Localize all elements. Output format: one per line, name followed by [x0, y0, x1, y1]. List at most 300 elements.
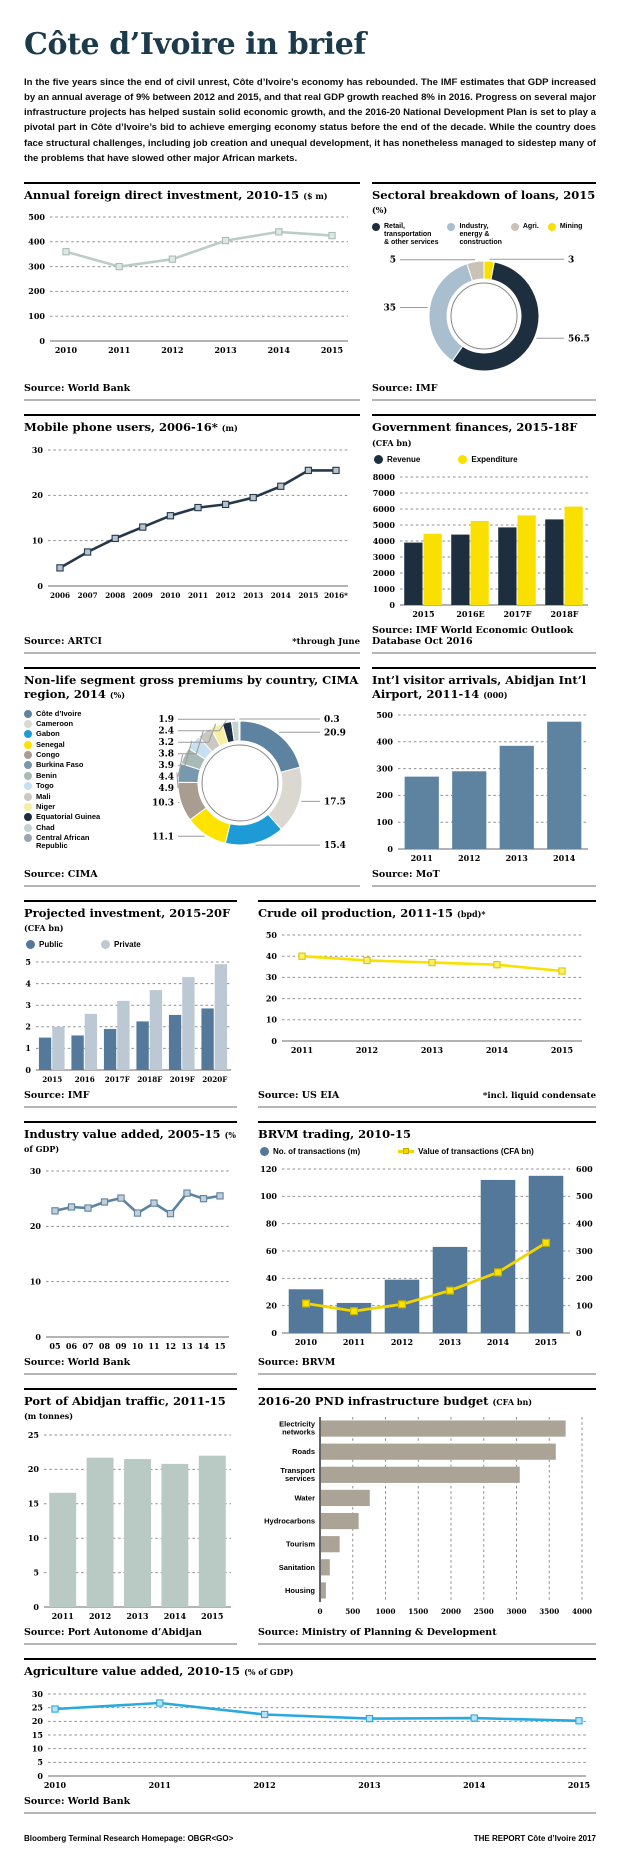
source-row	[24, 1353, 237, 1375]
svg-text:2013: 2013	[126, 1611, 149, 1622]
intro-paragraph: In the five years since the end of civil unrest, Côte d’Ivoire’s economy has rebounded. The IMF estimates that GDP increased by an annual average of 9% between 2012 and 2015, and that real GDP growth reached 8% in 2016. Progress on several major infrastructure projects has helped sustain solid economic growth, and the 2016-20 National Development Plan is set to play a pivotal part in Côte d’Ivoire’s bid to achieve emerging economy status before the end of the decade. While the country does face structural challenges, including job creation and unequal development, it has nonetheless managed to sidestep many of the problems that have slowed other major African markets.	[24, 77, 596, 164]
source-label: Source: Port Autonome d’Abidjan	[24, 1627, 203, 1639]
footnote: *incl. liquid condensate	[482, 1090, 596, 1101]
svg-text:500: 500	[576, 1190, 593, 1201]
chart-title-port	[24, 1394, 237, 1423]
chart-title-text: Mobile phone users, 2006-16*	[24, 420, 218, 435]
legend-item	[398, 1147, 534, 1157]
dot-swatch-icon	[458, 455, 467, 464]
svg-text:2009: 2009	[132, 590, 153, 600]
source-row	[24, 1792, 596, 1814]
footer-right: THE REPORT Côte d’Ivoire 2017	[473, 1833, 596, 1843]
svg-text:80: 80	[265, 1218, 277, 1229]
svg-text:0: 0	[576, 1327, 582, 1338]
chart-unit: (% of GDP)	[24, 1129, 236, 1155]
svg-text:0: 0	[37, 1770, 43, 1781]
chart-title-text: Sectoral breakdown of loans, 2015	[372, 187, 596, 202]
svg-text:2016*: 2016*	[324, 590, 348, 600]
dot-swatch-icon	[24, 730, 32, 738]
source-row	[372, 621, 596, 654]
legend-item	[260, 1147, 360, 1157]
chart-unit: (CFA bn)	[372, 437, 412, 448]
source-row	[258, 1623, 596, 1645]
svg-text:0: 0	[317, 1607, 323, 1616]
chart-unit: (%)	[109, 690, 126, 701]
svg-text:2015: 2015	[534, 1336, 558, 1347]
svg-text:2011: 2011	[342, 1336, 366, 1347]
svg-text:10: 10	[265, 1014, 277, 1025]
row-6	[24, 1388, 596, 1659]
svg-text:11.1: 11.1	[152, 831, 174, 842]
svg-text:Water: Water	[294, 1493, 315, 1503]
svg-text:10.3: 10.3	[152, 798, 174, 809]
svg-text:6000: 6000	[372, 503, 395, 514]
svg-text:2014: 2014	[163, 1611, 187, 1622]
page-footer	[24, 1834, 596, 1853]
svg-text:2016E: 2016E	[456, 608, 485, 619]
svg-text:0: 0	[33, 1602, 39, 1613]
svg-text:09: 09	[115, 1340, 127, 1351]
svg-text:2015: 2015	[550, 1044, 574, 1055]
fdi-line-chart	[24, 207, 360, 357]
svg-text:2015: 2015	[201, 1611, 224, 1622]
source-label: Source: World Bank	[24, 383, 131, 395]
svg-text:300: 300	[576, 1245, 593, 1256]
svg-text:2014: 2014	[270, 590, 291, 600]
page-title: Côte d’Ivoire in brief	[24, 27, 366, 62]
svg-text:50: 50	[265, 929, 277, 940]
svg-text:200: 200	[576, 1272, 593, 1283]
legend-item	[24, 824, 100, 832]
svg-text:20: 20	[27, 1464, 39, 1475]
svg-text:2011: 2011	[51, 1611, 74, 1622]
source-row	[24, 632, 360, 654]
legend-label: Togo	[36, 781, 54, 791]
svg-text:400: 400	[576, 1218, 593, 1229]
legend-item	[24, 761, 100, 769]
chart-title-text: Government finances, 2015-18F	[372, 420, 578, 435]
legend-item	[24, 834, 100, 850]
dot-swatch-icon	[24, 782, 32, 790]
svg-text:15: 15	[27, 1498, 39, 1509]
svg-text:30: 30	[265, 972, 277, 983]
svg-text:120: 120	[260, 1163, 277, 1174]
panel-agri	[24, 1658, 596, 1813]
svg-text:2014: 2014	[463, 1779, 486, 1790]
svg-text:08: 08	[98, 1340, 111, 1351]
dot-swatch-icon	[24, 761, 32, 769]
chart-unit: (CFA bn)	[24, 922, 64, 933]
svg-text:4: 4	[25, 978, 31, 989]
svg-text:3.8: 3.8	[158, 749, 174, 760]
svg-text:0: 0	[39, 336, 45, 347]
chart-unit: (%)	[372, 205, 388, 216]
panel-visitors	[372, 667, 596, 887]
svg-text:2015: 2015	[298, 590, 319, 600]
chart-title-invest	[24, 906, 237, 935]
svg-text:Electricitynetworks: Electricity networks	[279, 1419, 315, 1437]
svg-text:07: 07	[82, 1340, 94, 1351]
chart-unit: ($ m)	[303, 190, 328, 201]
svg-text:20: 20	[31, 489, 43, 500]
chart-title-oil	[258, 906, 596, 920]
svg-text:2015: 2015	[42, 1074, 63, 1084]
svg-text:600: 600	[576, 1163, 593, 1174]
svg-text:2012: 2012	[390, 1336, 414, 1347]
svg-text:3: 3	[25, 999, 31, 1010]
legend	[372, 223, 596, 248]
svg-text:Transportservices: Transport services	[280, 1465, 315, 1483]
source-label: Source: World Bank	[24, 1795, 131, 1807]
svg-text:2008: 2008	[105, 590, 126, 600]
svg-text:Hydrocarbons: Hydrocarbons	[264, 1516, 315, 1526]
svg-text:100: 100	[376, 816, 393, 827]
panel-brvm	[258, 1121, 596, 1375]
svg-text:0: 0	[389, 599, 395, 610]
svg-text:1: 1	[25, 1043, 31, 1054]
govfin-bar-chart	[372, 469, 596, 621]
svg-text:100: 100	[260, 1190, 277, 1201]
svg-text:5: 5	[25, 956, 31, 967]
chart-title-fdi	[24, 188, 360, 202]
source-row	[372, 865, 596, 887]
svg-text:12: 12	[164, 1340, 177, 1351]
svg-text:4000: 4000	[372, 535, 395, 546]
svg-text:3000: 3000	[506, 1607, 527, 1616]
dot-swatch-icon	[548, 223, 556, 231]
legend-label: Senegal	[36, 739, 65, 749]
loans-donut-chart	[372, 251, 596, 379]
source-label: Source: Ministry of Planning & Development	[258, 1627, 497, 1639]
svg-text:1500: 1500	[408, 1607, 429, 1616]
legend-item	[24, 793, 100, 801]
svg-text:2014: 2014	[486, 1336, 510, 1347]
chart-title-cima	[24, 673, 360, 702]
svg-text:20: 20	[31, 1715, 43, 1726]
dot-swatch-icon	[511, 223, 519, 231]
source-label: Source: IMF	[24, 1089, 90, 1101]
svg-text:3.2: 3.2	[158, 737, 174, 748]
svg-text:2000: 2000	[372, 567, 395, 578]
legend-label: Chad	[36, 822, 55, 832]
legend-item	[26, 940, 63, 950]
chart-title-pnd	[258, 1394, 596, 1408]
legend-label: Expenditure	[471, 455, 518, 465]
svg-text:Housing: Housing	[285, 1585, 315, 1595]
svg-text:20: 20	[265, 993, 277, 1004]
legend-label: Gabon	[36, 729, 60, 739]
chart-unit: (% of GDP)	[244, 1667, 294, 1678]
legend-item	[374, 455, 420, 465]
svg-text:2013: 2013	[420, 1044, 444, 1055]
source-row	[258, 1086, 596, 1108]
legend-item	[24, 813, 100, 821]
row-5	[24, 1121, 596, 1388]
svg-text:0: 0	[25, 1064, 31, 1075]
legend	[24, 710, 100, 853]
chart-title-govfin	[372, 420, 596, 449]
legend-label: Value of transactions (CFA bn)	[418, 1147, 534, 1157]
legend-label: Congo	[36, 750, 60, 760]
svg-text:0.3: 0.3	[324, 714, 340, 725]
svg-text:4.4: 4.4	[158, 772, 174, 783]
legend-label: Public	[39, 940, 64, 950]
dot-swatch-icon	[26, 940, 35, 949]
port-bar-chart	[24, 1427, 237, 1623]
svg-text:200: 200	[28, 286, 45, 297]
legend-label: Cameroon	[36, 718, 74, 728]
svg-text:100: 100	[28, 311, 45, 322]
legend-item	[24, 720, 100, 728]
svg-text:14: 14	[197, 1340, 210, 1351]
source-label: Source: US EIA	[258, 1089, 340, 1101]
svg-text:300: 300	[376, 762, 393, 773]
chart-title-text: Port of Abidjan traffic, 2011-15	[24, 1393, 226, 1408]
dot-swatch-icon	[24, 803, 32, 811]
legend-label: Private	[114, 940, 141, 950]
svg-text:Roads: Roads	[292, 1447, 315, 1457]
legend-label: No. of transactions (m)	[273, 1147, 361, 1157]
dot-swatch-icon	[24, 751, 32, 759]
svg-text:40: 40	[265, 1272, 277, 1283]
legend-label: Agri.	[522, 222, 539, 230]
legend	[374, 455, 596, 465]
svg-text:Tourism: Tourism	[285, 1539, 315, 1549]
svg-text:25: 25	[27, 1430, 39, 1441]
visitors-bar-chart	[372, 707, 596, 865]
svg-text:500: 500	[345, 1607, 361, 1616]
svg-text:06: 06	[65, 1340, 78, 1351]
legend-item	[511, 223, 539, 248]
legend-item	[24, 772, 100, 780]
panel-industry	[24, 1121, 237, 1375]
panel-cima	[24, 667, 360, 887]
brvm-combo-chart	[258, 1161, 596, 1349]
dot-swatch-icon	[24, 834, 32, 842]
invest-bar-chart	[24, 954, 237, 1086]
industry-line-chart	[24, 1161, 237, 1353]
svg-text:300: 300	[28, 261, 45, 272]
source-row	[24, 1623, 237, 1645]
svg-text:1.9: 1.9	[158, 714, 174, 725]
svg-text:2013: 2013	[214, 345, 237, 356]
svg-text:1000: 1000	[372, 583, 395, 594]
svg-text:2013: 2013	[438, 1336, 462, 1347]
dot-swatch-icon	[24, 720, 32, 728]
chart-title-brvm	[258, 1127, 596, 1141]
source-row	[24, 1086, 237, 1108]
chart-title-agri	[24, 1664, 596, 1678]
svg-text:15: 15	[31, 1729, 43, 1740]
svg-text:2.4: 2.4	[158, 726, 174, 737]
oil-line-chart	[258, 925, 596, 1057]
svg-text:0: 0	[35, 1331, 41, 1342]
legend-item	[101, 940, 141, 950]
svg-text:4000: 4000	[571, 1607, 593, 1616]
svg-text:Sanitation: Sanitation	[278, 1562, 315, 1572]
svg-text:20.9: 20.9	[324, 727, 346, 738]
dot-swatch-icon	[447, 223, 455, 231]
row-3	[24, 667, 596, 900]
svg-text:60: 60	[265, 1245, 277, 1256]
agri-line-chart	[24, 1684, 596, 1792]
svg-text:40: 40	[265, 950, 277, 961]
svg-text:2016: 2016	[74, 1074, 95, 1084]
svg-text:20: 20	[265, 1300, 277, 1311]
svg-text:2011: 2011	[290, 1044, 314, 1055]
cima-chart-wrap	[24, 707, 360, 859]
legend-item	[372, 223, 438, 248]
panel-oil	[258, 900, 596, 1108]
chart-title-loans	[372, 188, 596, 217]
svg-text:2015: 2015	[320, 345, 344, 356]
svg-text:10: 10	[29, 1276, 41, 1287]
dot-swatch-icon	[260, 1147, 269, 1156]
legend-label: Central African Republic	[36, 833, 90, 851]
svg-text:400: 400	[28, 236, 45, 247]
svg-text:2012: 2012	[253, 1779, 276, 1790]
legend-label: Benin	[36, 770, 57, 780]
svg-text:2013: 2013	[358, 1779, 381, 1790]
svg-text:11: 11	[148, 1340, 160, 1351]
chart-title-text: Annual foreign direct investment, 2010-15	[24, 187, 300, 202]
svg-text:2019F: 2019F	[169, 1074, 195, 1084]
svg-text:0: 0	[271, 1035, 277, 1046]
svg-text:2012: 2012	[215, 590, 236, 600]
svg-text:2011: 2011	[108, 345, 131, 356]
svg-text:30: 30	[31, 444, 43, 455]
panel-port	[24, 1388, 237, 1646]
svg-text:2007: 2007	[77, 590, 98, 600]
svg-text:500: 500	[376, 709, 393, 720]
legend-label: Retail, transportation & other services	[384, 222, 439, 247]
chart-unit: (000)	[483, 690, 508, 701]
svg-text:13: 13	[181, 1340, 193, 1351]
svg-text:2011: 2011	[410, 852, 433, 863]
chart-title-mobile	[24, 420, 360, 434]
dot-swatch-icon	[101, 940, 110, 949]
chart-unit: (m)	[221, 423, 238, 434]
svg-text:30: 30	[29, 1165, 41, 1176]
svg-text:1000: 1000	[375, 1607, 396, 1616]
footer-left: Bloomberg Terminal Research Homepage: OBGR<GO>	[24, 1833, 234, 1843]
svg-text:2: 2	[25, 1021, 31, 1032]
legend-item	[458, 455, 517, 465]
chart-title-visitors	[372, 673, 596, 702]
panel-pnd	[258, 1388, 596, 1646]
svg-text:2012: 2012	[88, 1611, 112, 1622]
svg-text:2010: 2010	[294, 1336, 318, 1347]
svg-text:2020F: 2020F	[202, 1074, 228, 1084]
svg-text:5: 5	[33, 1567, 39, 1578]
svg-text:100: 100	[576, 1300, 593, 1311]
legend	[26, 940, 237, 950]
legend-item	[24, 782, 100, 790]
chart-unit: (bpd)*	[457, 908, 486, 919]
svg-text:8000: 8000	[372, 471, 395, 482]
svg-text:10: 10	[31, 1743, 43, 1754]
panel-fdi	[24, 182, 360, 402]
svg-text:30: 30	[31, 1688, 43, 1699]
svg-text:2011: 2011	[148, 1779, 171, 1790]
svg-text:2014: 2014	[485, 1044, 509, 1055]
legend-label: Equatorial Guinea	[36, 812, 101, 822]
svg-text:10: 10	[131, 1340, 144, 1351]
svg-text:05: 05	[49, 1340, 61, 1351]
dot-swatch-icon	[24, 710, 32, 718]
legend-label: Burkina Faso	[36, 760, 84, 770]
chart-title-text: Non-life segment gross premiums by country, CIMA region, 2014	[24, 672, 359, 702]
svg-text:2015: 2015	[567, 1779, 591, 1790]
svg-text:0: 0	[37, 580, 43, 591]
source-row	[24, 865, 360, 887]
svg-text:10: 10	[27, 1533, 39, 1544]
dot-swatch-icon	[24, 741, 32, 749]
svg-text:2014: 2014	[553, 852, 576, 863]
dot-swatch-icon	[24, 772, 32, 780]
legend-item	[447, 223, 501, 248]
chart-title-text: Industry value added, 2005-15	[24, 1126, 221, 1141]
dot-swatch-icon	[24, 793, 32, 801]
legend-item	[24, 741, 100, 749]
dot-swatch-icon	[24, 813, 32, 821]
chart-title-text: Projected investment, 2015-20F	[24, 905, 231, 920]
dot-swatch-icon	[374, 455, 383, 464]
source-label: Source: IMF	[372, 383, 438, 395]
row-1	[24, 182, 596, 415]
svg-text:2010: 2010	[43, 1779, 67, 1790]
svg-text:3000: 3000	[372, 551, 395, 562]
legend	[260, 1147, 596, 1157]
source-label: Source: IMF World Economic Outlook Database Oct 2016	[372, 624, 574, 647]
svg-text:2018F: 2018F	[137, 1074, 163, 1084]
svg-text:35: 35	[383, 303, 396, 314]
svg-text:2000: 2000	[440, 1607, 462, 1616]
legend-label: Côte d’Ivoire	[36, 708, 82, 718]
source-label: Source: MoT	[372, 868, 440, 880]
legend-label: Revenue	[387, 455, 421, 465]
chart-unit: (CFA bn)	[492, 1396, 533, 1407]
legend-item	[24, 730, 100, 738]
panel-govfin	[372, 414, 596, 653]
chart-title-text: BRVM trading, 2010-15	[258, 1126, 411, 1141]
line-swatch-icon	[398, 1150, 414, 1153]
svg-text:5000: 5000	[372, 519, 395, 530]
svg-text:2013: 2013	[243, 590, 264, 600]
svg-text:2013: 2013	[505, 852, 528, 863]
legend-label: Mali	[36, 791, 51, 801]
legend-item	[24, 710, 100, 718]
row-4	[24, 900, 596, 1121]
pnd-hbar-chart	[258, 1413, 596, 1618]
svg-text:2011: 2011	[187, 590, 209, 600]
footnote: *through June	[292, 636, 360, 647]
chart-title-text: 2016-20 PND infrastructure budget	[258, 1393, 489, 1408]
source-label: Source: CIMA	[24, 868, 98, 880]
legend-item	[24, 751, 100, 759]
svg-text:0: 0	[387, 843, 393, 854]
chart-title-text: Crude oil production, 2011-15	[258, 905, 454, 920]
svg-text:10: 10	[31, 535, 43, 546]
svg-text:2015: 2015	[412, 608, 435, 619]
svg-text:200: 200	[376, 789, 393, 800]
svg-text:2010: 2010	[160, 590, 181, 600]
svg-text:0: 0	[271, 1327, 277, 1338]
svg-text:56.5: 56.5	[568, 334, 590, 345]
svg-text:17.5: 17.5	[324, 796, 346, 807]
legend-label: Niger	[36, 802, 56, 812]
source-label: Source: BRVM	[258, 1356, 336, 1368]
